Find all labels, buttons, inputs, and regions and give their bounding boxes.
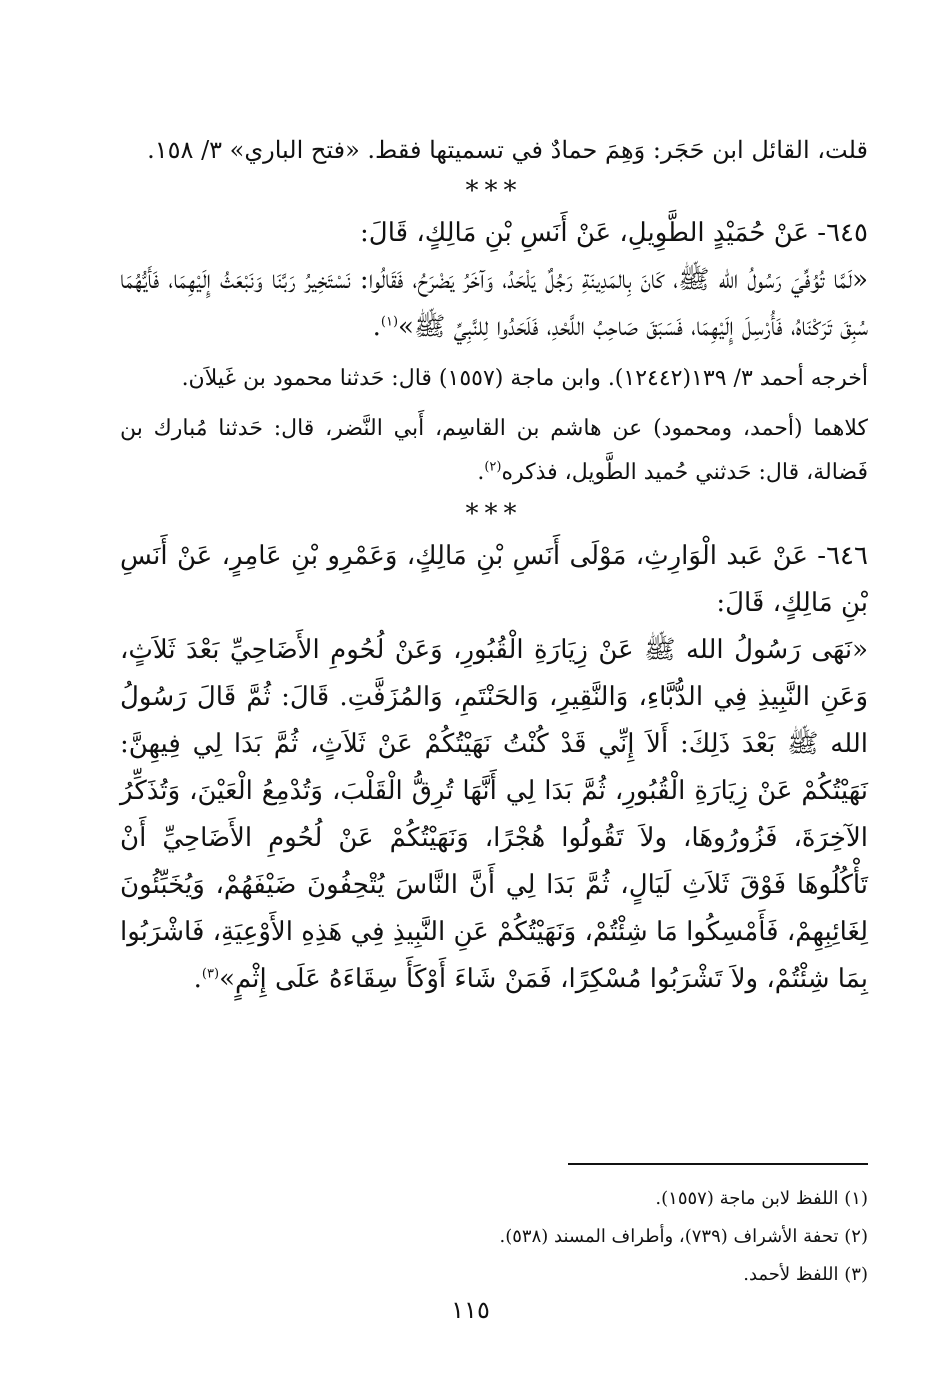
hadith-645-text: «لَمَّا تُوُفِّيَ رَسُولُ الله ﷺ، كَانَ بِالمَدِينَةِ رَجُلٌ يَلْحَدُ، وَآخَرُ يَضْرَحُ، فَقَالُوا: نَسْتَخِيرُ رَبَّنَا وَنَبْعَثُ إِلَيْهِمَا، فَأَيُّهُمَا سُبِقَ تَرَكْنَاهُ، فَأُرْسِلَ إِلَيْهِمَا، فَسَبَقَ صَاحِبُ اللَّحْدِ، فَلَحَدُوا لِلنَّبِيِّ ﷺ»$^{(١)}$. xyxy=(120,265,868,342)
footnote-ref-2[interactable]: (٢) xyxy=(484,459,502,475)
page-number: ١١٥ xyxy=(451,1296,490,1324)
footnote-2: (٢) تحفة الأشراف (٧٣٩)، وأطراف المسند (٥٣٨). xyxy=(499,1226,868,1247)
footnote-1: (١) اللفظ لابن ماجة (١٥٥٧). xyxy=(655,1188,868,1209)
hadith-646-intro: ٦٤٦- عَنْ عَبد الْوَارِثِ، مَوْلَى أَنَسِ بْنِ مَالِكٍ، وَعَمْرِو بْنِ عَامِرٍ، عَنْ أَنَسِ بْنِ مَالِكٍ، قَالَ: xyxy=(120,541,868,618)
hadith-645-intro: ٦٤٥- عَنْ حُمَيْدٍ الطَّوِيلِ، عَنْ أَنَسِ بْنِ مَالِكٍ، قَالَ: xyxy=(360,218,868,248)
footnote-ref-3[interactable]: (٣) xyxy=(201,966,220,982)
page-body xyxy=(120,128,868,1003)
footnote-3: (٣) اللفظ لأحمد. xyxy=(743,1264,868,1285)
hadith-646-end: . xyxy=(193,964,202,994)
hadith-645-body: «لَمَّا تُوُفِّيَ رَسُولُ الله ﷺ، كَانَ بِالمَدِينَةِ رَجُلٌ يَلْحَدُ، وَآخَرُ يَضْرَحُ، فَقَالُوا: نَسْتَخِيرُ رَبَّنَا وَنَبْعَثُ إِلَيْهِمَا، فَأَيُّهُمَا سُبِقَ تَرَكْنَاهُ، فَأُرْسِلَ إِلَيْهِمَا، فَسَبَقَ صَاحِبُ اللَّحْدِ، فَلَحَدُوا لِلنَّبِيِّ ﷺ» xyxy=(120,265,868,342)
hadith-646-text xyxy=(120,627,868,1003)
hadith-646-body: «نَهَى رَسُولُ الله ﷺ عَنْ زِيَارَةِ الْقُبُورِ، وَعَنْ لُحُومِ الأَضَاحِيِّ بَعْدَ ثَلاَثٍ، وَعَنِ النَّبِيذِ فِي الدُّبَّاءِ، وَالنَّقِيرِ، وَالحَنْتَمِ، وَالمُزَفَّتِ. قَالَ: ثُمَّ قَالَ رَسُولُ الله ﷺ بَعْدَ ذَلِكَ: أَلاَ إِنِّي قَدْ كُنْتُ نَهَيْتُكُمْ عَنْ ثَلاَثٍ، ثُمَّ بَدَا لِي فِيهِنَّ: نَهَيْتُكُمْ عَنْ زِيَارَةِ الْقُبُورِ، ثُمَّ بَدَا لِي أَنَّهَا تُرِقُّ الْقَلْبَ، وَتُدْمِعُ الْعَيْنَ، وَتُذَكِّرُ الآخِرَةَ، فَزُورُوهَا، ولاَ تَقُولُوا هُجْرًا، وَنَهَيْتُكُمْ عَنْ لُحُومِ الأَضَاحِيِّ أَنْ تَأْكُلُوهَا فَوْقَ ثَلاَثِ لَيَالٍ، ثُمَّ بَدَا لِي أَنَّ النَّاسَ يُتْحِفُونَ ضَيْفَهُمْ، وَيُخَبِّئُونَ لِغَائِبِهِمْ، فَأَمْسِكُوا مَا شِئْتُمْ، وَنَهَيْتُكُمْ عَنِ النَّبِيذِ فِي هَذِهِ الأَوْعِيَةِ، فَاشْرَبُوا بِمَا شِئْتُمْ، ولاَ تَشْرَبُوا مُسْكِرًا، فَمَنْ شَاءَ أَوْكَأَ سِقَاءَهُ عَلَى إِثْمٍ» xyxy=(120,635,868,994)
separator-1: *** xyxy=(465,176,523,206)
note-paragraph: قلت، القائل ابن حَجَر: وَهِمَ حمادٌ في تسميتها فقط. «فتح الباري» ٣/ ١٥٨. xyxy=(147,136,868,164)
footnote-divider xyxy=(568,1163,868,1165)
separator-2: *** xyxy=(465,499,523,529)
takhrij-645-2 xyxy=(120,407,868,495)
footnote-ref-1[interactable]: (١) xyxy=(380,314,399,330)
footnotes xyxy=(120,1180,868,1294)
takhrij-645-2-text: كلاهما (أحمد، ومحمود) عن هاشم بن القاسِم، أَبي النَّضر، قال: حَدثنا مُبارك بن فَضالة، قال: حَدثني حُميد الطَّويل، فذكره xyxy=(120,416,868,485)
takhrij-645-1: أخرجه أحمد ٣/ ١٣٩(١٢٤٤٢). وابن ماجة (١٥٥٧) قال: حَدثنا محمود بن غَيلاَن. xyxy=(181,366,868,391)
takhrij-645-2-end: . xyxy=(477,460,485,485)
